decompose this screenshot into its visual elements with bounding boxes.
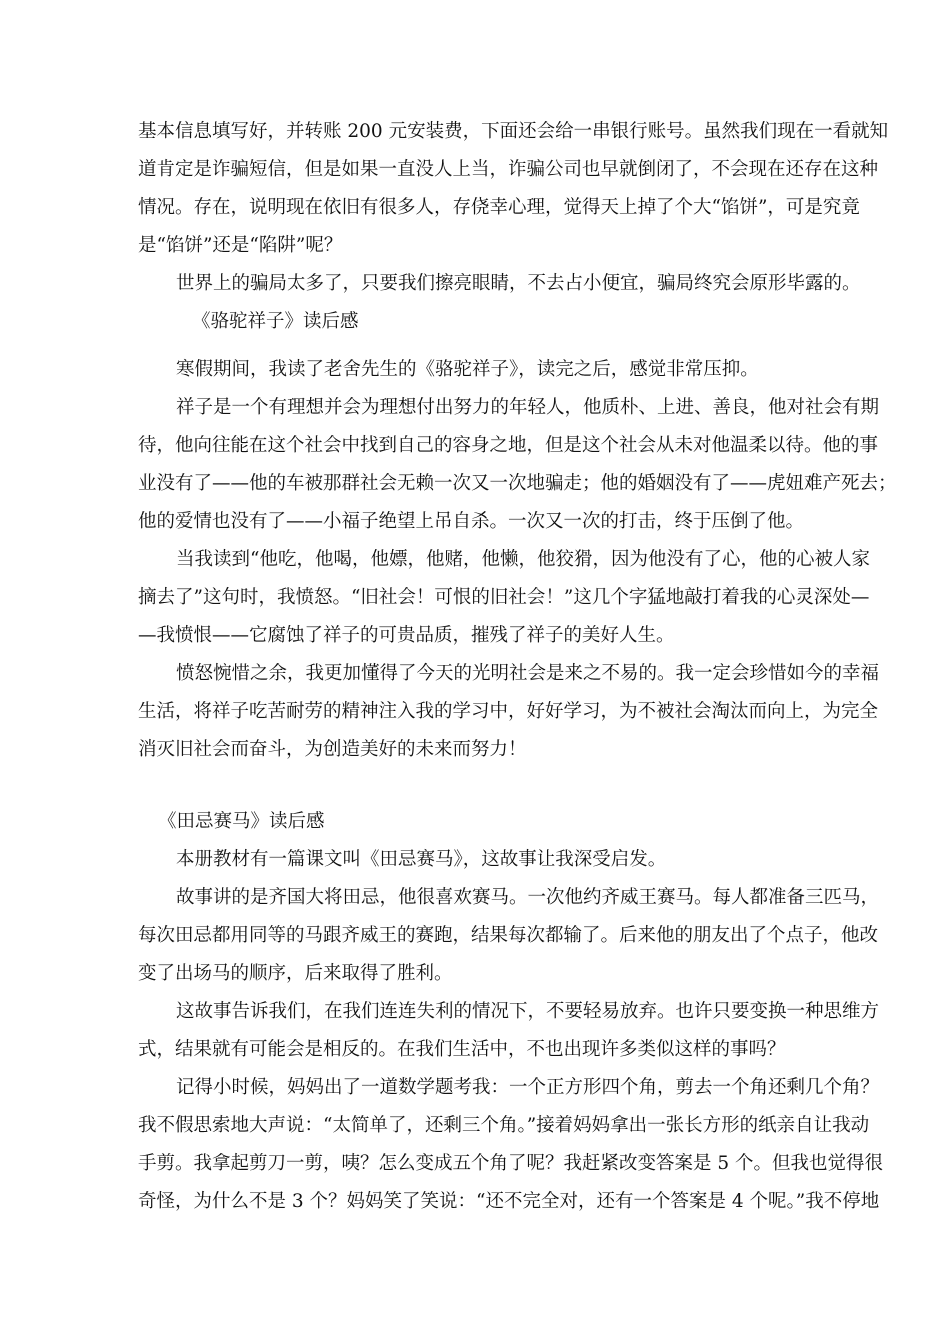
paragraph-line: 他的爱情也没有了——小福子绝望上吊自杀。一次又一次的打击，终于压倒了他。 [138, 511, 805, 532]
paragraph-line: 是“馅饼”还是“陷阱”呢？ [138, 235, 343, 256]
paragraph-line: 每次田忌都用同等的马跟齐威王的赛跑，结果每次都输了。后来他的朋友出了个点子，他改 [138, 925, 879, 946]
paragraph-line: 情况。存在，说明现在依旧有很多人，存侥幸心理，觉得天上掉了个大“馅饼”，可是究竟 [138, 197, 860, 218]
paragraph-line: 手剪。我拿起剪刀一剪，咦？怎么变成五个角了呢？我赶紧改变答案是 5 个。但我也觉得很 [138, 1153, 884, 1174]
paragraph-line: 本册教材有一篇课文叫《田忌赛马》，这故事让我深受启发。 [176, 849, 667, 870]
paragraph-line: 寒假期间，我读了老舍先生的《骆驼祥子》，读完之后，感觉非常压抑。 [176, 359, 759, 380]
paragraph-line: 我不假思索地大声说：“太简单了，还剩三个角。”接着妈妈拿出一张长方形的纸亲自让我动 [138, 1115, 870, 1136]
paragraph-line: 世界上的骗局太多了，只要我们擦亮眼睛，不去占小便宜，骗局终究会原形毕露的。 [176, 273, 861, 294]
paragraph-line: 记得小时候，妈妈出了一道数学题考我：一个正方形四个角，剪去一个角还剩几个角？ [176, 1077, 880, 1098]
paragraph-line: 当我读到“他吃，他喝，他嫖，他赌，他懒，他狡猾，因为他没有了心，他的心被人家 [176, 549, 870, 570]
article-title: 《骆驼祥子》读后感 [192, 311, 359, 332]
paragraph-line: 奇怪，为什么不是 3 个？妈妈笑了笑说：“还不完全对，还有一个答案是 4 个呢。”我不停地 [138, 1191, 880, 1212]
article-title: 《田忌赛马》读后感 [158, 811, 325, 832]
paragraph-line: 祥子是一个有理想并会为理想付出努力的年轻人，他质朴、上进、善良，他对社会有期 [176, 397, 880, 418]
paragraph-line: 愤怒惋惜之余，我更加懂得了今天的光明社会是来之不易的。我一定会珍惜如今的幸福 [176, 663, 880, 684]
paragraph-line: 基本信息填写好，并转账 200 元安装费，下面还会给一串银行账号。虽然我们现在一看就知 [138, 121, 889, 142]
paragraph-line: 故事讲的是齐国大将田忌，他很喜欢赛马。一次他约齐威王赛马。每人都准备三匹马， [176, 887, 880, 908]
paragraph-line: 消灭旧社会而奋斗，为创造美好的未来而努力！ [138, 739, 527, 760]
paragraph-line: 业没有了——他的车被那群社会无赖一次又一次地骗走；他的婚姻没有了——虎妞难产死去； [138, 473, 897, 494]
paragraph-line: 式，结果就有可能会是相反的。在我们生活中，不也出现许多类似这样的事吗？ [138, 1039, 786, 1060]
paragraph-line: 变了出场马的顺序，后来取得了胜利。 [138, 963, 453, 984]
paragraph-line: 道肯定是诈骗短信，但是如果一直没人上当，诈骗公司也早就倒闭了，不会现在还存在这种 [138, 159, 879, 180]
paragraph-line: 这故事告诉我们，在我们连连失利的情况下，不要轻易放弃。也许只要变换一种思维方 [176, 1001, 880, 1022]
paragraph-line: 待，他向往能在这个社会中找到自己的容身之地，但是这个社会从未对他温柔以待。他的事 [138, 435, 879, 456]
paragraph-line: 摘去了”这句时，我愤怒。“旧社会！可恨的旧社会！”这几个字猛地敲打着我的心灵深处— [138, 587, 870, 608]
paragraph-line: —我愤恨——它腐蚀了祥子的可贵品质，摧残了祥子的美好人生。 [138, 625, 675, 646]
paragraph-line: 生活，将祥子吃苦耐劳的精神注入我的学习中，好好学习，为不被社会淘汰而向上，为完全 [138, 701, 879, 722]
